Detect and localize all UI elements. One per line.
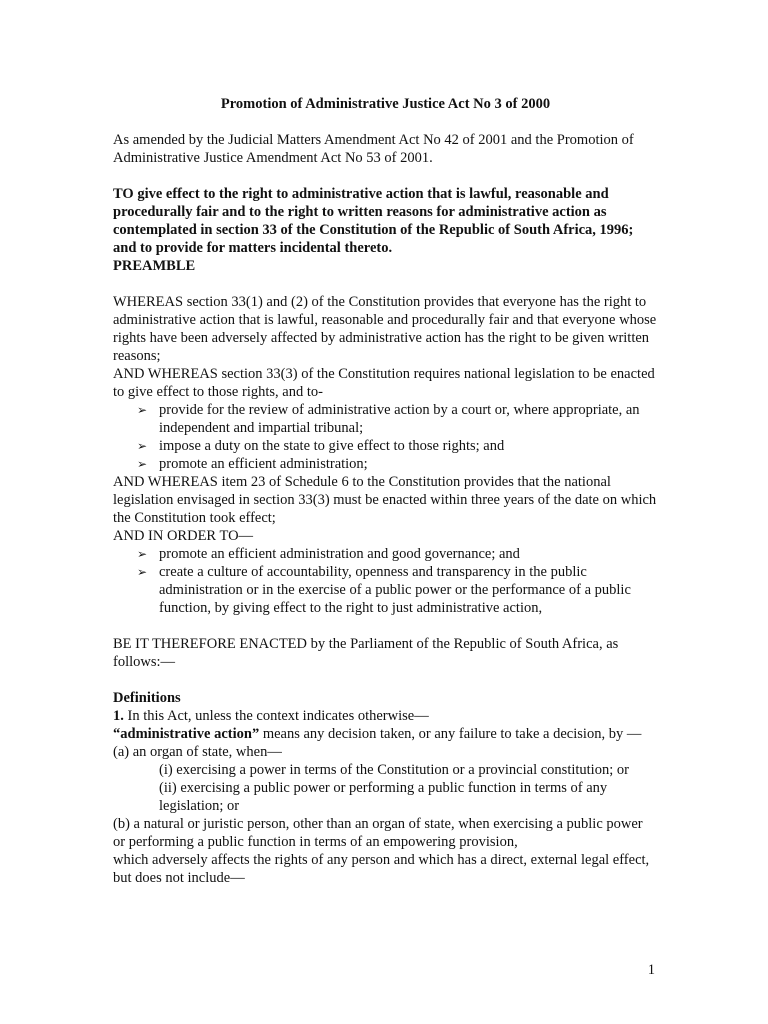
- paragraph-a-i: (i) exercising a power in terms of the Constitution or a provincial constitution; or: [159, 762, 629, 778]
- page-number: 1: [647, 962, 655, 978]
- document-page: [113, 95, 658, 887]
- list-item-text: promote an efficient administration and good governance; and: [159, 546, 520, 562]
- section-1-intro: [113, 707, 658, 725]
- bullet-list-rights: [113, 401, 658, 473]
- long-title: TO give effect to the right to administrative action that is lawful, reasonable and procedurally fair and to the right to written reasons for administrative action as contemplated in section 33 of the Constitution of the Republic of South Africa, 1996; and to provide for matters incidental thereto.: [113, 186, 634, 256]
- section-number: 1.: [113, 708, 124, 724]
- list-item: [137, 437, 658, 455]
- amendment-note: As amended by the Judicial Matters Amendment Act No 42 of 2001 and the Promotion of Administrative Justice Amendment Act No 53 of 2001.: [113, 132, 634, 166]
- spacer: [113, 113, 658, 131]
- enacting-clause: BE IT THEREFORE ENACTED by the Parliament of the Republic of South Africa, as follows:—: [113, 636, 619, 670]
- list-item-text: provide for the review of administrative action by a court or, where appropriate, an independent and impartial tribunal;: [159, 402, 640, 436]
- arrow-bullet-icon: ➢: [137, 547, 148, 561]
- document-title: Promotion of Administrative Justice Act No 3 of 2000: [220, 96, 551, 112]
- paragraph-b: (b) a natural or juristic person, other than an organ of state, when exercising a public power or performing a public function in terms of an empowering provision,: [113, 816, 643, 850]
- paragraph-a: (a) an organ of state, when—: [113, 744, 282, 760]
- arrow-bullet-icon: ➢: [137, 457, 148, 471]
- list-item-text: impose a duty on the state to give effect to those rights; and: [159, 438, 505, 454]
- definition-administrative-action: [113, 725, 658, 743]
- whereas-paragraph-1: WHEREAS section 33(1) and (2) of the Constitution provides that everyone has the right to administrative action that is lawful, reasonable and procedurally fair and that everyone whose rights have been adversely affected by administrative action has the right to be given written reasons;: [113, 294, 657, 364]
- list-item-text: create a culture of accountability, openness and transparency in the public administration or in the exercise of a public power or the performance of a public function, by giving effect to the right to just administrative action,: [159, 564, 631, 616]
- definitions-heading: Definitions: [113, 690, 181, 706]
- closing-clause: which adversely affects the rights of any person and which has a direct, external legal effect, but does not include—: [113, 852, 650, 886]
- spacer: [113, 617, 658, 635]
- spacer: [113, 275, 658, 293]
- arrow-bullet-icon: ➢: [137, 439, 148, 453]
- section-intro-text: In this Act, unless the context indicates otherwise—: [127, 708, 429, 724]
- list-item-text: promote an efficient administration;: [159, 456, 368, 472]
- list-item: [137, 455, 658, 473]
- bullet-list-purposes: [113, 545, 658, 617]
- defined-term: “administrative action”: [113, 726, 260, 742]
- preamble-heading: PREAMBLE: [113, 258, 196, 274]
- list-item: [137, 401, 658, 437]
- definition-text: means any decision taken, or any failure to take a decision, by —: [262, 726, 642, 742]
- spacer: [113, 167, 658, 185]
- whereas-paragraph-2: AND WHEREAS section 33(3) of the Constitution requires national legislation to be enacted to give effect to those rights, and to-: [113, 366, 655, 400]
- whereas-paragraph-3: AND WHEREAS item 23 of Schedule 6 to the Constitution provides that the national legislation envisaged in section 33(3) must be enacted within three years of the date on which the Constitution took effect;: [113, 474, 657, 526]
- arrow-bullet-icon: ➢: [137, 403, 148, 417]
- list-item: [137, 545, 658, 563]
- in-order-to: AND IN ORDER TO—: [113, 528, 254, 544]
- list-item: [137, 563, 658, 617]
- arrow-bullet-icon: ➢: [137, 565, 148, 579]
- spacer: [113, 671, 658, 689]
- paragraph-a-ii: (ii) exercising a public power or performing a public function in terms of any legislation; or: [159, 780, 608, 814]
